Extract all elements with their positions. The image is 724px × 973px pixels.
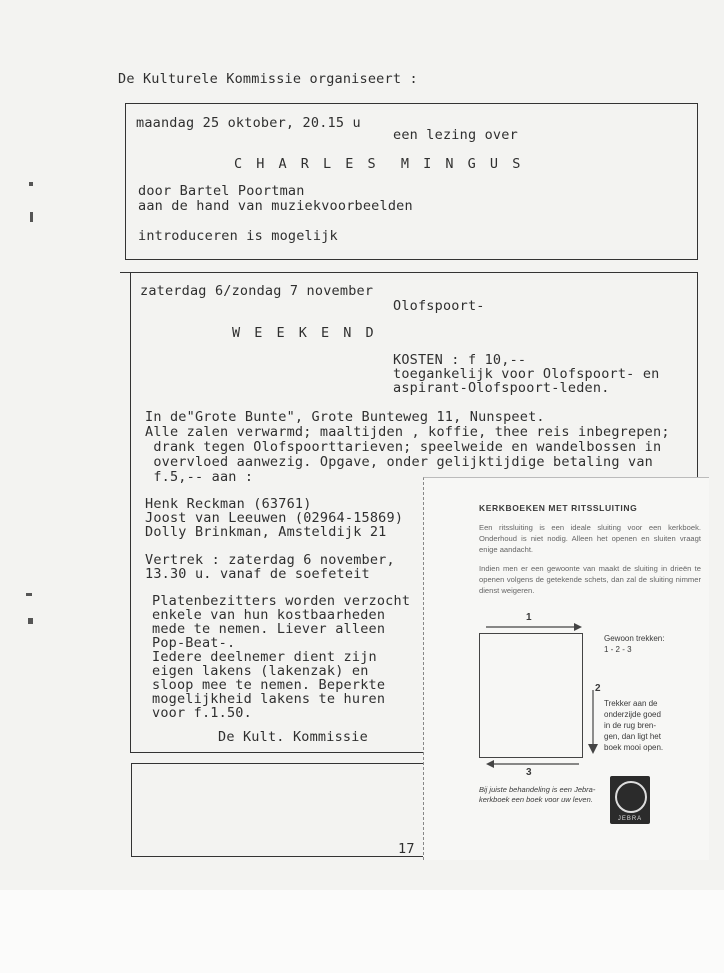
weekend-title: W E E K E N D xyxy=(232,325,377,341)
weekend-body-line: In de"Grote Bunte", Grote Bunteweg 11, Nunspeet. xyxy=(145,409,545,425)
weekend-access-2: aspirant-Olofspoort-leden. xyxy=(393,380,610,396)
step-number-1: 1 xyxy=(526,612,532,623)
weekend-box-right xyxy=(697,272,698,480)
step-1-instruction: Gewoon trekken: 1 - 2 - 3 xyxy=(604,634,665,654)
weekend-access-1: toegankelijk voor Olofspoort- en xyxy=(393,366,660,382)
records-line: Iedere deelnemer dient zijn xyxy=(152,649,377,665)
weekend-body-line: f.5,-- aan : xyxy=(145,469,254,485)
hole-punch-mark-2 xyxy=(30,212,33,222)
empty-bottom-box xyxy=(131,763,426,857)
arrow-left-icon xyxy=(484,759,584,769)
lecture-note: introduceren is mogelijk xyxy=(138,228,338,244)
clipping-paragraph-1: Een ritssluiting is een ideale sluiting voor een kerkboek. Onderhoud is niet nodig. Alleen het openen en sluiten vraagt enige aandacht. xyxy=(479,523,701,554)
contact-line: Henk Reckman (63761) xyxy=(145,496,312,512)
weekend-body-line: Alle zalen verwarmd; maaltijden , koffie, thee reis inbegrepen; xyxy=(145,424,670,440)
weekend-body-line: drank tegen Olofspoorttarieven; speelweide en wandelbossen in xyxy=(145,439,662,455)
weekend-body-line: overvloed aanwezig. Opgave, onder gelijktijdige betaling van xyxy=(145,454,653,470)
lecture-subject: C H A R L E S M I N G U S xyxy=(234,156,524,172)
logo-text: JEBRA xyxy=(617,816,643,822)
page-bottom-margin xyxy=(0,890,724,973)
book-diagram xyxy=(479,633,583,758)
organizer-line: De Kulturele Kommissie organiseert : xyxy=(118,71,418,87)
step-number-2: 2 xyxy=(595,683,601,694)
jebra-logo xyxy=(610,776,650,824)
weekend-signature: De Kult. Kommissie xyxy=(218,729,368,745)
departure-line-2: 13.30 u. vanaf de soefeteit xyxy=(145,566,370,582)
weekend-box-left xyxy=(130,272,131,752)
clipping-heading: KERKBOEKEN MET RITSSLUITING xyxy=(479,503,638,513)
lecture-method: aan de hand van muziekvoorbeelden xyxy=(138,198,413,214)
weekend-box-top xyxy=(120,272,698,273)
records-line: eigen lakens (lakenzak) en xyxy=(152,663,369,679)
records-line: Platenbezitters worden verzocht xyxy=(152,593,411,609)
arrow-right-icon xyxy=(484,622,584,632)
records-line: sloop mee te nemen. Beperkte xyxy=(152,677,386,693)
records-line: Pop-Beat-. xyxy=(152,635,236,651)
clipping-footer: Bij juiste behandeling is een Jebra-kerkboek een boek voor uw leven. xyxy=(479,785,596,804)
weekend-date: zaterdag 6/zondag 7 november xyxy=(140,283,374,299)
clipping-paragraph-2: Indien men er een gewoonte van maakt de sluiting in drieën te openen volgens de getekende schets, dan zal de sluiting nimmer dienst weigeren. xyxy=(479,564,701,595)
page-number: 17 xyxy=(398,841,415,857)
weekend-org: Olofspoort- xyxy=(393,298,485,314)
records-line: mede te nemen. Liever alleen xyxy=(152,621,386,637)
arrow-down-icon xyxy=(587,688,599,758)
logo-emblem-icon xyxy=(615,781,647,813)
hole-punch-mark-3 xyxy=(26,593,32,596)
hole-punch-mark-4 xyxy=(28,618,33,624)
lecture-date: maandag 25 oktober, 20.15 u xyxy=(136,115,361,131)
weekend-box-bottom xyxy=(130,752,425,753)
weekend-cost: KOSTEN : f 10,-- xyxy=(393,352,527,368)
contact-line: Joost van Leeuwen (02964-15869) xyxy=(145,510,404,526)
records-line: enkele van hun kostbaarheden xyxy=(152,607,386,623)
step-number-3: 3 xyxy=(526,767,532,778)
contact-line: Dolly Brinkman, Amsteldijk 21 xyxy=(145,524,387,540)
departure-line-1: Vertrek : zaterdag 6 november, xyxy=(145,552,395,568)
records-line: mogelijkheid lakens te huren xyxy=(152,691,386,707)
lecture-speaker: door Bartel Poortman xyxy=(138,183,305,199)
records-line: voor f.1.50. xyxy=(152,705,252,721)
step-2-instruction: Trekker aan de onderzijde goed in de rug bren- gen, dan ligt het boek mooi open. xyxy=(604,699,664,752)
hole-punch-mark-1 xyxy=(29,182,33,186)
lecture-type: een lezing over xyxy=(393,127,518,143)
kerkboeken-clipping xyxy=(423,477,709,860)
